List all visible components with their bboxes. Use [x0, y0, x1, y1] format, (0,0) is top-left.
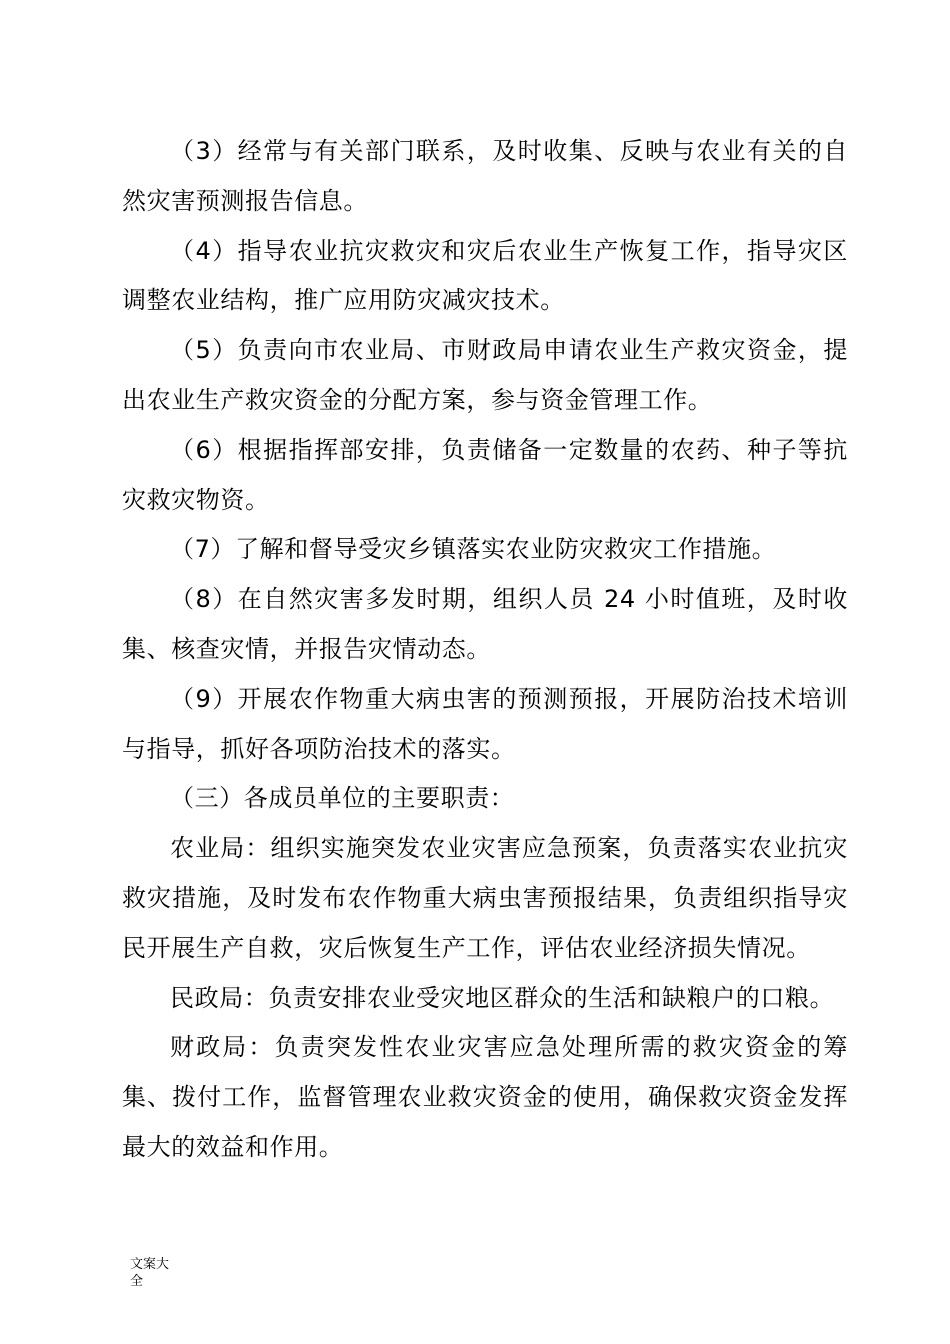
- document-body: [122, 127, 848, 1173]
- paragraph-3: （3）经常与有关部门联系，及时收集、反映与农业有关的自然灾害预测报告信息。: [122, 137, 848, 215]
- paragraph-9: （9）开展农作物重大病虫害的预测预报，开展防治技术培训与指导，抓好各项防治技术的落实。: [122, 684, 848, 763]
- paragraph-5: （5）负责向市农业局、市财政局申请农业生产救灾资金，提出农业生产救灾资金的分配方案，参与资金管理工作。: [122, 336, 848, 414]
- paragraph-agriculture-bureau: 农业局：组织实施突发农业灾害应急预案，负责落实农业抗灾救灾措施，及时发布农作物重大病虫害预报结果，负责组织指导灾民开展生产自救，灾后恢复生产工作，评估农业经济损失情况。: [122, 834, 848, 962]
- paragraph-finance-bureau: 财政局：负责突发性农业灾害应急处理所需的救灾资金的筹集、拨付工作，监督管理农业救灾资金的使用，确保救灾资金发挥最大的效益和作用。: [122, 1033, 848, 1161]
- paragraph-4: （4）指导农业抗灾救灾和灾后农业生产恢复工作，指导灾区调整农业结构，推广应用防灾减灾技术。: [122, 236, 848, 315]
- section-heading-member-units: （三）各成员单位的主要职责：: [170, 784, 515, 813]
- paragraph-8: （8）在自然灾害多发时期，组织人员 24 小时值班，及时收集、核查灾情，并报告灾情动态。: [122, 585, 848, 663]
- paragraph-civil-affairs-bureau: 民政局：负责安排农业受灾地区群众的生活和缺粮户的口粮。: [170, 983, 835, 1012]
- paragraph-7: （7）了解和督导受灾乡镇落实农业防灾救灾工作措施。: [170, 535, 777, 564]
- page-footer: 文案大全: [130, 1257, 170, 1289]
- paragraph-6: （6）根据指挥部安排，负责储备一定数量的农药、种子等抗灾救灾物资。: [122, 435, 848, 514]
